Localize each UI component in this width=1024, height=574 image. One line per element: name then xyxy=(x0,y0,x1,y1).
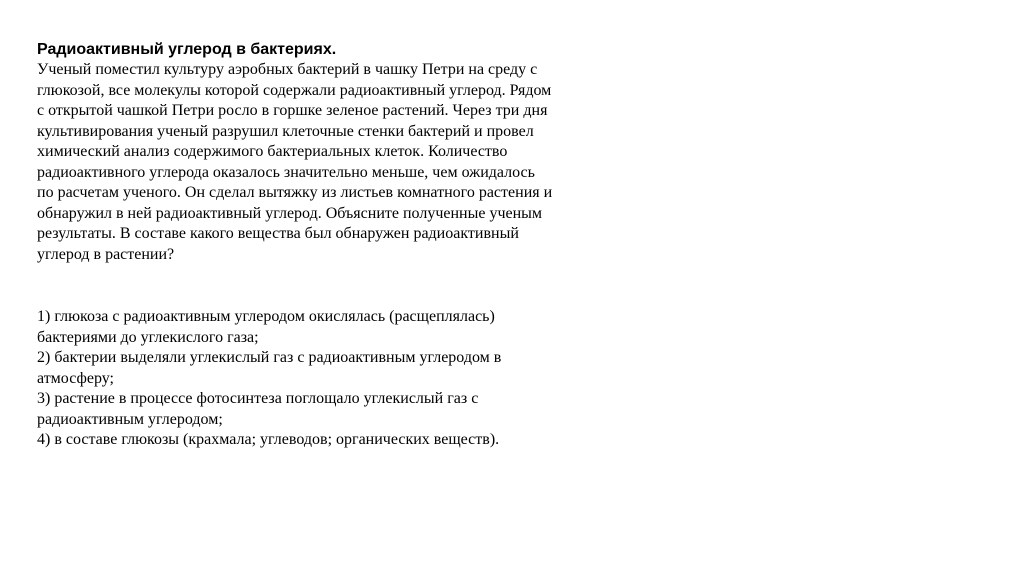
answer-line: 1) глюкоза с радиоактивным углеродом окислялась (расщеплялась) xyxy=(37,308,495,325)
question-line: глюкозой, все молекулы которой содержали радиоактивный углерод. Рядом xyxy=(37,81,552,99)
answer-block xyxy=(37,307,617,451)
slide-title: Радиоактивный углерод в бактериях. xyxy=(37,41,337,58)
question-line: результаты. В составе какого вещества был обнаружен радиоактивный xyxy=(37,225,519,242)
question-line: культивирования ученый разрушил клеточные стенки бактерий и провел xyxy=(37,122,534,140)
question-line: радиоактивного углерода оказалось значительно меньше, чем ожидалось xyxy=(37,163,535,181)
question-line: обнаружил в ней радиоактивный углерод. Объясните полученные ученым xyxy=(37,204,543,222)
question-line: с открытой чашкой Петри росло в горшке зеленое растений. Через три дня xyxy=(37,102,548,119)
answer-line: 3) растение в процессе фотосинтеза поглощало углекислый газ с xyxy=(37,390,479,407)
answer-text xyxy=(37,307,617,451)
question-line: Ученый поместил культуру аэробных бактерий в чашку Петри на среду с xyxy=(37,61,538,78)
question-line: углерод в растении? xyxy=(37,245,175,263)
answer-line: атмосферу; xyxy=(37,369,114,387)
question-line: по расчетам ученого. Он сделал вытяжку из листьев комнатного растения и xyxy=(37,184,553,201)
answer-line: 4) в составе глюкозы (крахмала; углеводов; органических веществ). xyxy=(37,431,500,448)
answer-line: бактериями до углекислого газа; xyxy=(37,328,259,346)
question-line: химический анализ содержимого бактериальных клеток. Количество xyxy=(37,143,508,160)
answer-line: радиоактивным углеродом; xyxy=(37,410,223,428)
answer-line: 2) бактерии выделяли углекислый газ с радиоактивным углеродом в xyxy=(37,349,502,366)
slide-content xyxy=(37,40,617,451)
question-text xyxy=(37,60,617,265)
